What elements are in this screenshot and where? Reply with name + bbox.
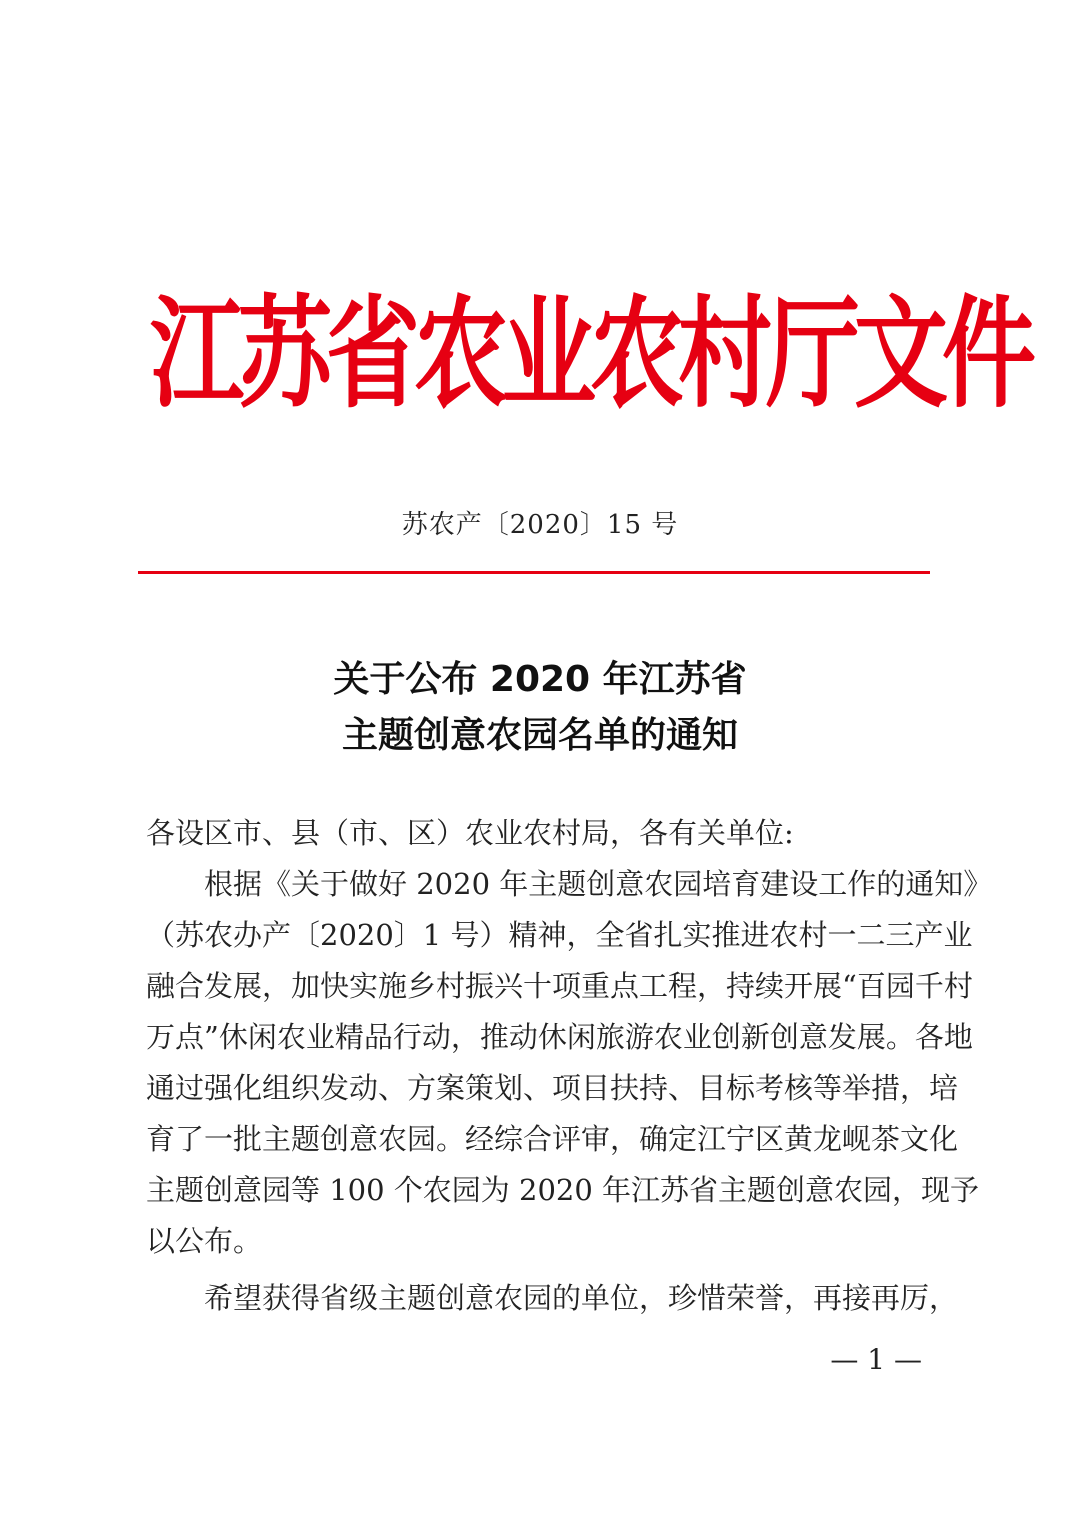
paragraph-1-line-8: 以公布。 [146,1224,263,1258]
notice-body [146,808,993,1324]
red-divider-line [138,571,930,574]
document-number: 苏农产〔2020〕15 号 [401,510,679,540]
paragraph-1-line-2: （苏农办产〔2020〕1 号）精神，全省扎实推进农村一二三产业 [146,918,973,952]
paragraph-1-line-7: 主题创意园等 100 个农园为 2020 年江苏省主题创意农园，现予 [146,1173,980,1207]
paragraph-1-line-4: 万点”休闲农业精品行动，推动休闲旅游农业创新创意发展。各地 [146,1020,973,1054]
paragraph-1-line-6: 育了一批主题创意农园。经综合评审，确定江宁区黄龙岘茶文化 [146,1122,959,1156]
paragraph-1-line-1: 根据《关于做好 2020 年主题创意农园培育建设工作的通知》 [204,867,993,901]
paragraph-2-line-1: 希望获得省级主题创意农园的单位，珍惜荣誉，再接再厉， [204,1281,959,1315]
paragraph-1-line-3: 融合发展，加快实施乡村振兴十项重点工程，持续开展“百园千村 [146,969,973,1003]
notice-title [0,652,1080,764]
paragraph-1-line-5: 通过强化组织发动、方案策划、项目扶持、目标考核等举措，培 [146,1071,959,1105]
notice-title-line-2: 主题创意农园名单的通知 [341,715,738,756]
notice-title-line-1: 关于公布 2020 年江苏省 [333,659,747,700]
masthead-title: 江苏省农业农村厅文件 [150,285,1031,426]
page-number: — 1 — [830,1343,922,1376]
salutation: 各设区市、县（市、区）农业农村局，各有关单位: [146,816,794,850]
